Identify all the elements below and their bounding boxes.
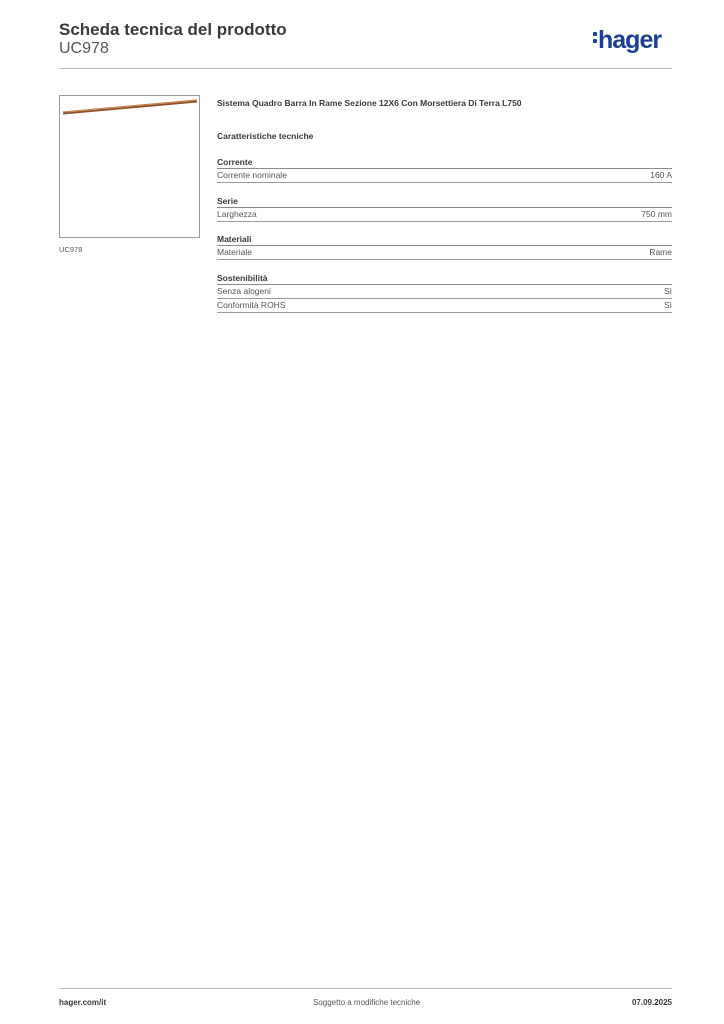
spec-label: Corrente nominale xyxy=(217,170,287,180)
spec-row xyxy=(217,285,672,299)
spec-row xyxy=(217,208,672,222)
section-sostenibilita xyxy=(217,272,672,313)
product-description: Sistema Quadro Barra In Rame Sezione 12X6 Con Morsettiera Di Terra L750 xyxy=(217,98,522,108)
spec-row xyxy=(217,299,672,313)
spec-label: Larghezza xyxy=(217,209,257,219)
product-image xyxy=(59,95,200,238)
hager-logo xyxy=(593,26,661,55)
spec-value: 160 A xyxy=(650,170,672,180)
footer-notice: Soggetto a modifiche tecniche xyxy=(313,998,421,1007)
header-divider xyxy=(59,68,672,69)
spec-value: 750 mm xyxy=(641,209,672,219)
specs-heading: Caratteristiche tecniche xyxy=(217,131,314,141)
section-title: Materiali xyxy=(217,233,672,246)
footer-divider xyxy=(59,988,672,989)
logo-text: hager xyxy=(598,26,662,54)
image-caption: UC978 xyxy=(59,245,83,254)
section-title: Corrente xyxy=(217,156,672,169)
logo-colon-icon xyxy=(593,29,598,46)
section-serie xyxy=(217,195,672,222)
copper-busbar-icon xyxy=(60,96,201,239)
spec-value: Sì xyxy=(663,300,672,310)
footer-website[interactable]: hager.com/it xyxy=(59,998,107,1007)
page-title: Scheda tecnica del prodotto xyxy=(59,20,287,39)
section-title: Sostenibilità xyxy=(217,272,672,285)
spec-value: Sì xyxy=(663,286,672,296)
section-title: Serie xyxy=(217,195,672,208)
spec-label: Senza alogeni xyxy=(217,286,271,296)
spec-label: Conformità ROHS xyxy=(217,300,286,310)
footer-date: 07.09.2025 xyxy=(631,998,672,1007)
product-code: UC978 xyxy=(59,40,109,57)
spec-row xyxy=(217,246,672,260)
spec-value: Rame xyxy=(649,247,672,257)
section-corrente xyxy=(217,156,672,183)
section-materiali xyxy=(217,233,672,260)
spec-label: Materiale xyxy=(217,247,252,257)
spec-row xyxy=(217,169,672,183)
